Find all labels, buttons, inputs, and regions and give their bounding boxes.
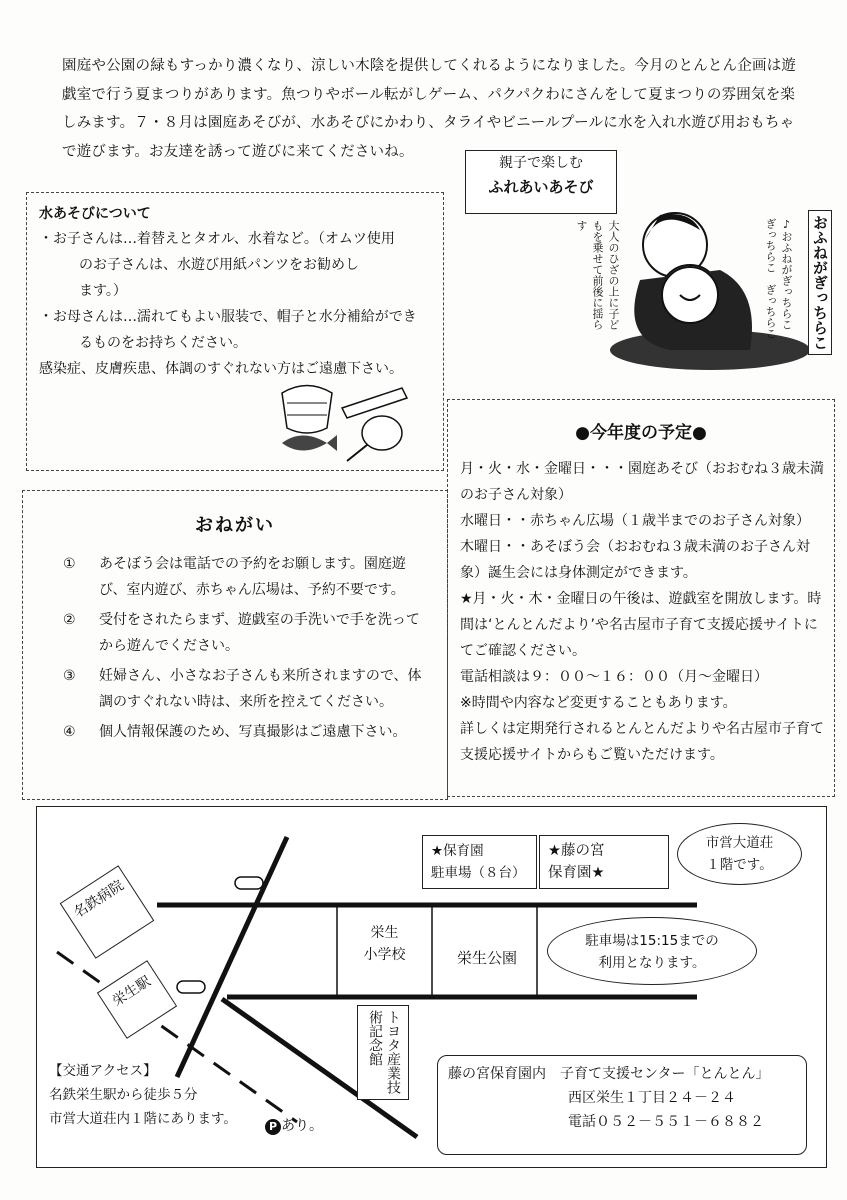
request-text: 個人情報保護のため、写真撮影はご遠慮下さい。 — [99, 724, 407, 740]
requests-title: おねがい — [195, 515, 275, 536]
parking-text: あり。 — [281, 1118, 323, 1134]
water-play-item-mothers: ・お母さんは…濡れてもよい服装で、帽子と水分補給ができ — [39, 309, 417, 325]
access-title: 【交通アクセス】 — [49, 1063, 157, 1079]
access-line1: 名鉄栄生駅から徒歩５分 — [49, 1087, 198, 1103]
parking-bubble: 駐車場は15:15までの 利用となります。 — [547, 917, 757, 985]
schedule-line: 水曜日・・赤ちゃん広場（１歳半までのお子さん対象） — [460, 513, 810, 529]
access-map — [36, 806, 827, 1168]
song-lyric: ♪おふねがぎっちらこ ぎっちらこ ぎっちらこ — [764, 218, 793, 341]
water-play-item-children-3: ます。） — [79, 283, 127, 299]
schedule-line: 電話相談は９：００～１６：００（月～金曜日） — [460, 669, 768, 685]
building-bubble: 市営大道荘 １階です。 — [677, 823, 802, 885]
intro-paragraph: 園庭や公園の緑もすっかり濃くなり、涼しい木陰を提供してくれるようになりました。今月のとんとん企画は遊戯室で行う夏まつりがあります。魚つりやボール転がしゲーム、パクパクわにさんをして夏まつりの雰囲気を楽しみます。７・８月は園庭あそびが、水あそびにかわり、タライやビニールプールに水を入れ水遊び用おもちゃで遊びます。お友達を誘って遊びに来てくださいね。 — [62, 58, 797, 160]
song-title: おふねがぎっちらこ — [808, 210, 832, 355]
requests-box — [22, 490, 448, 800]
access-line2: 市営大道荘内１階にあります。 — [49, 1111, 237, 1127]
hospital-label: 名鉄病院 — [60, 865, 155, 958]
banner-line2: ふれあいあそび — [488, 178, 594, 196]
request-item — [63, 719, 433, 745]
nursery-label: ★藤の宮 保育園★ — [539, 835, 669, 889]
schedule-line: ★月・火・木・金曜日の午後は、遊戯室を開放します。時間は‘とんとんだより’や名古屋市子育て支援応援サイトにてご確認ください。 — [460, 591, 822, 659]
request-item — [63, 663, 433, 715]
request-text: あそぼう会は電話での予約をお願します。園庭遊び、室内遊び、赤ちゃん広場は、予約不要です。 — [99, 556, 406, 598]
schedule-line: 木曜日・・あそぼう会（おおむね３歳未満のお子さん対象）誕生会には身体測定ができます。 — [460, 539, 810, 581]
schedule-line: 月・火・水・金曜日・・・園庭あそび（おおむね３歳未満のお子さん対象） — [460, 461, 824, 503]
request-item — [63, 607, 433, 659]
address-center: 藤の宮保育園内 子育て支援センター「とんとん」 — [448, 1066, 770, 1082]
schedule-box — [447, 399, 835, 797]
water-play-note: 感染症、皮膚疾患、体調のすぐれない方はご遠慮下さい。 — [39, 361, 403, 377]
address-box — [437, 1055, 807, 1155]
parent-child-illustration — [600, 200, 830, 380]
request-num: ① — [63, 556, 76, 572]
nursery-parking-label: ★保育園 駐車場（８台） — [422, 835, 537, 889]
address-street: 西区栄生１丁目２４－２４ — [568, 1090, 736, 1106]
request-num: ② — [63, 612, 76, 628]
play-banner — [465, 150, 617, 214]
toyota-museum-label: トヨタ産業技術記念館 — [357, 1005, 409, 1100]
request-num: ④ — [63, 724, 76, 740]
illustration-caption: 大人のひざの上に子どもを乗せて前後に揺らす — [575, 220, 620, 330]
schedule-line: 詳しくは定期発行されるとんとんだよりや名古屋市子育て支援応援サイトからもご覧いただけます。 — [460, 721, 824, 763]
address-phone: 電話０５２－５５１－６８８２ — [568, 1114, 764, 1130]
water-play-item-children: ・お子さんは…着替えとタオル、水着など。（オムツ使用 — [39, 231, 395, 247]
station-label: 栄生駅 — [97, 960, 177, 1039]
park-label: 栄生公園 — [456, 949, 517, 967]
water-play-box — [26, 192, 444, 471]
water-play-item-children-2: のお子さんは、水遊び用紙パンツをお勧めし — [79, 257, 359, 273]
water-play-title: 水あそびについて — [39, 206, 151, 222]
school-label: 栄生 小学校 — [363, 925, 406, 963]
request-item — [63, 551, 433, 603]
request-text: 受付をされたらまず、遊戯室の手洗いで手を洗ってから遊んでください。 — [99, 612, 420, 654]
parking-note — [265, 1115, 323, 1135]
request-text: 妊婦さん、小さなお子さんも来所されますので、体調のすぐれない時は、来所を控えてください。 — [99, 668, 422, 710]
banner-line1: 親子で楽しむ — [499, 155, 583, 171]
water-play-item-mothers-2: るものをお持ちください。 — [79, 335, 247, 351]
schedule-title: ●今年度の予定● — [575, 423, 707, 443]
schedule-line: ※時間や内容など変更することもあります。 — [460, 695, 737, 711]
request-num: ③ — [63, 668, 76, 684]
water-toys-illustration — [272, 373, 432, 463]
parking-icon: P — [265, 1119, 281, 1135]
